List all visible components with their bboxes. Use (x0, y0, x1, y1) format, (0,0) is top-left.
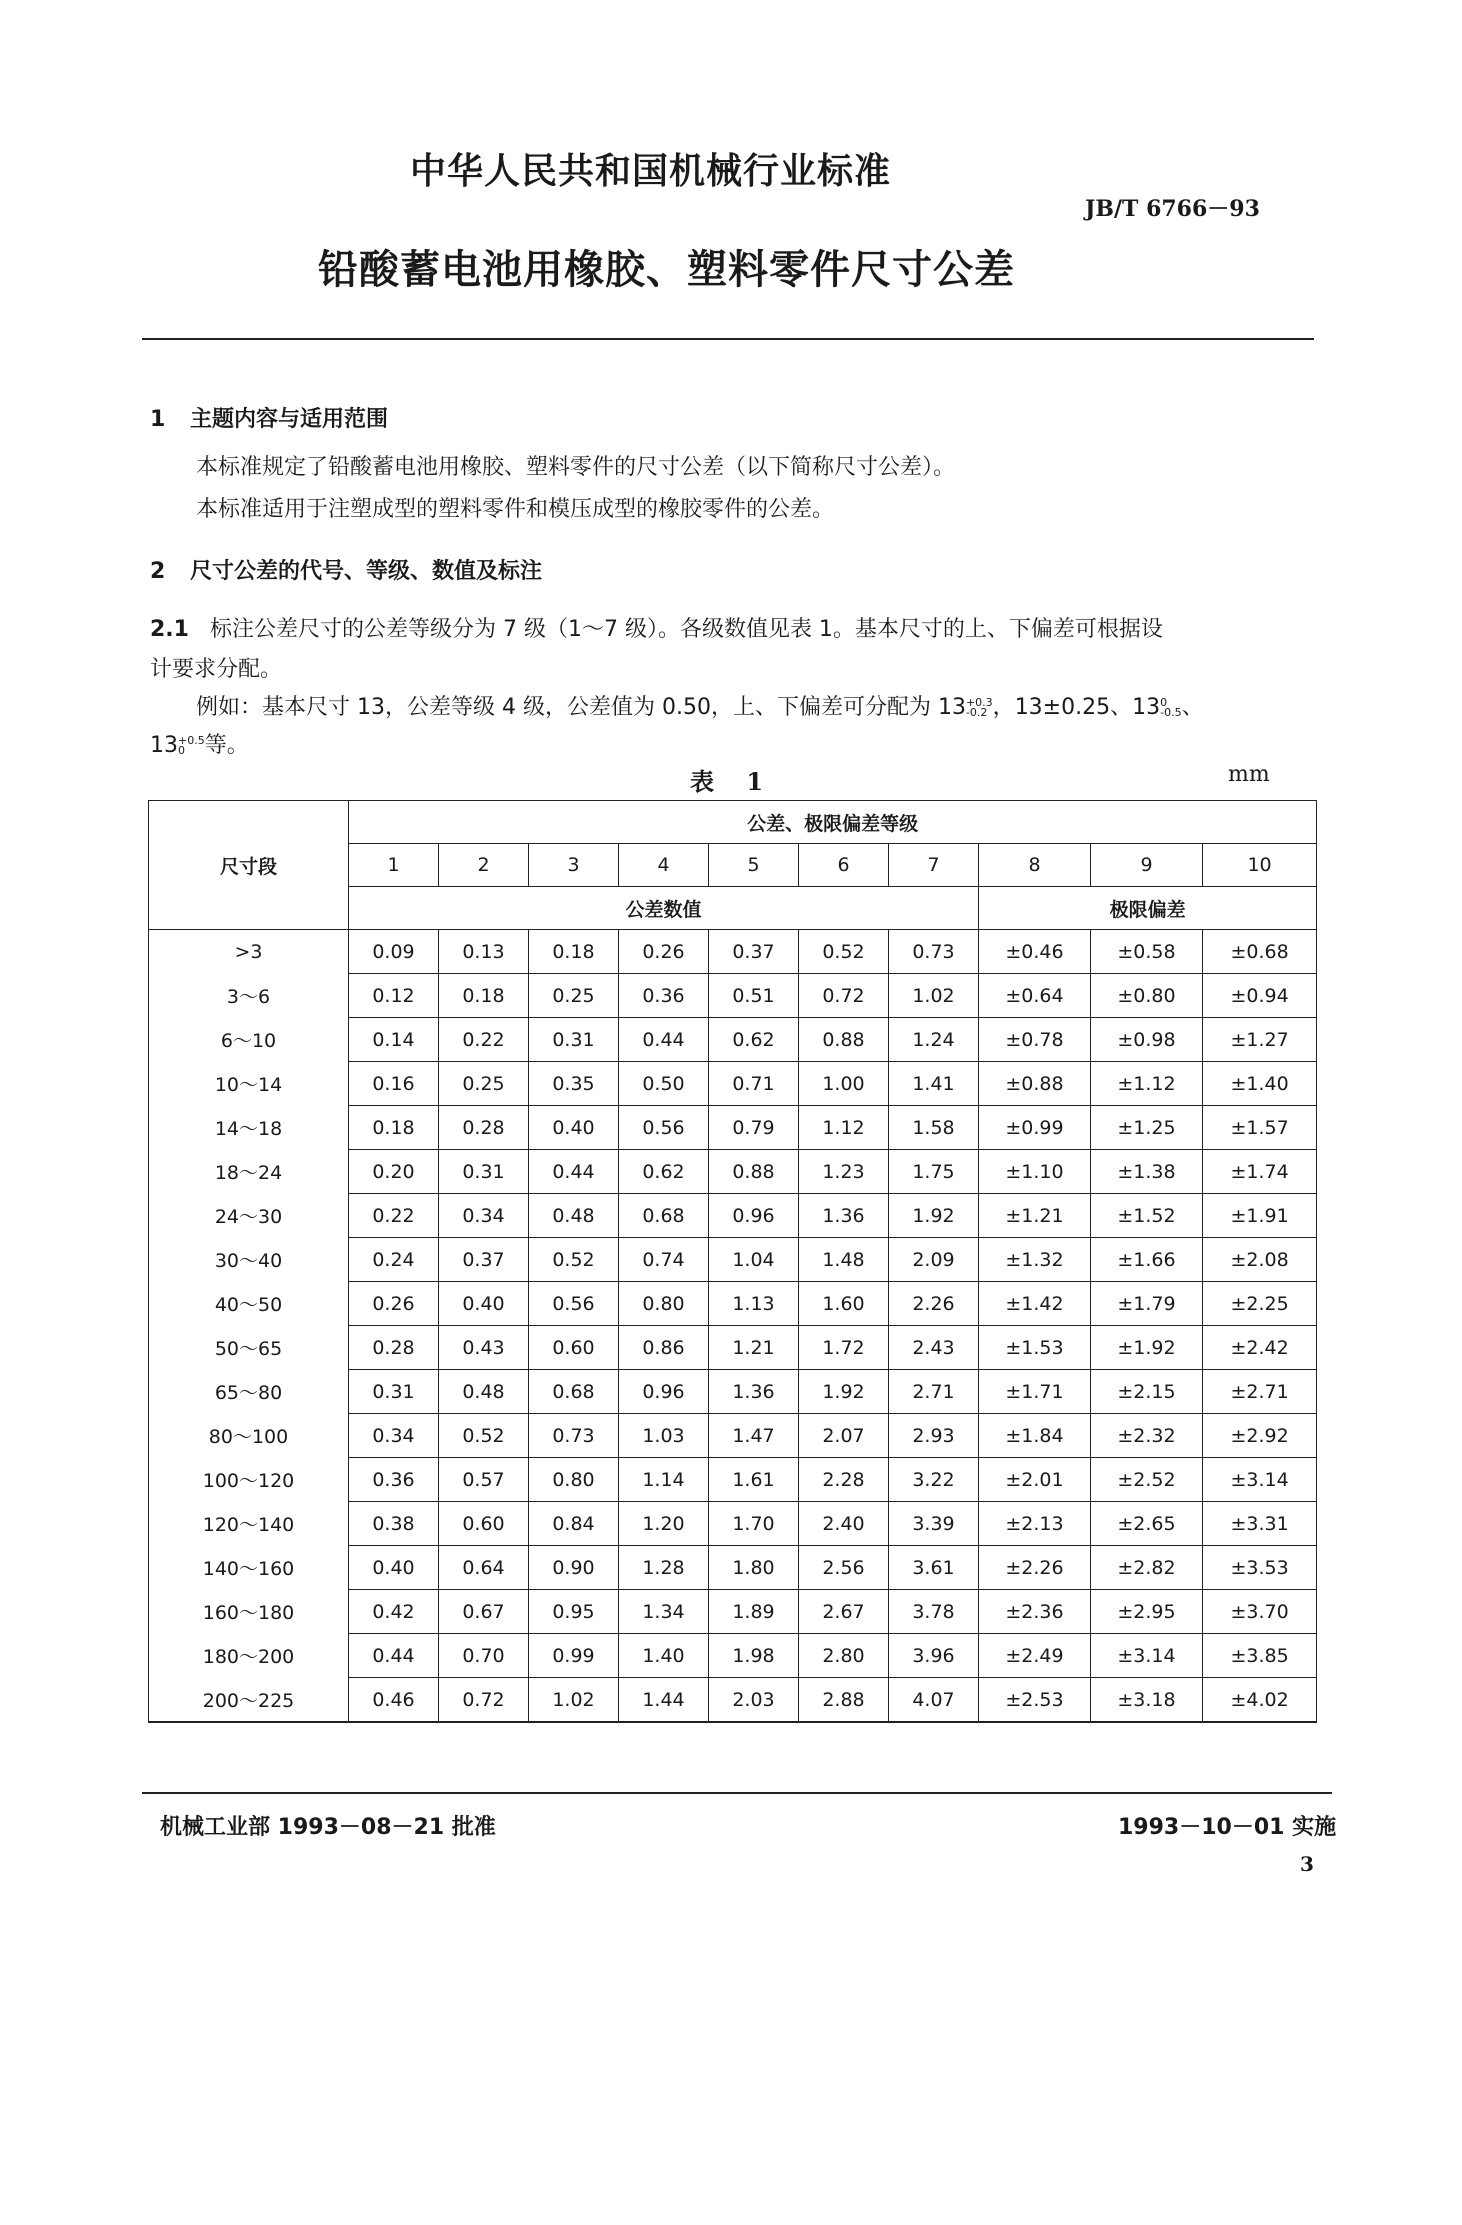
limit-deviation-cell: ±0.94 (1203, 974, 1317, 1018)
tolerance-value-cell: 0.52 (439, 1414, 529, 1458)
tolerance-value-cell: 0.70 (439, 1634, 529, 1678)
size-range-cell: 160～180 (149, 1590, 349, 1634)
size-range-cell: 65～80 (149, 1370, 349, 1414)
tolerance-value-cell: 0.28 (439, 1106, 529, 1150)
table-unit: mm (1228, 762, 1270, 787)
tolerance-value-cell: 2.07 (799, 1414, 889, 1458)
tolerance-value-cell: 0.72 (439, 1678, 529, 1723)
tolerance-value-cell: 0.56 (619, 1106, 709, 1150)
tolerance-value-cell: 0.90 (529, 1546, 619, 1590)
limit-deviation-cell: ±2.15 (1091, 1370, 1203, 1414)
tolerance-value-cell: 1.28 (619, 1546, 709, 1590)
tolerance-value-cell: 1.48 (799, 1238, 889, 1282)
tolerance-value-cell: 0.72 (799, 974, 889, 1018)
limit-deviation-cell: ±0.58 (1091, 930, 1203, 974)
table-row (149, 1194, 1317, 1238)
tolerance-value-cell: 0.40 (439, 1282, 529, 1326)
limit-deviation-cell: ±2.52 (1091, 1458, 1203, 1502)
tolerance-value-cell: 2.40 (799, 1502, 889, 1546)
table-row (149, 1282, 1317, 1326)
tolerance-value-cell: 1.14 (619, 1458, 709, 1502)
limit-deviation-cell: ±1.91 (1203, 1194, 1317, 1238)
clause-2-1 (150, 612, 1163, 643)
limit-deviation-cell: ±0.68 (1203, 930, 1317, 974)
size-range-cell: 120～140 (149, 1502, 349, 1546)
grade-6: 6 (799, 844, 889, 887)
footer-rule (142, 1792, 1332, 1794)
tolerance-value-cell: 1.12 (799, 1106, 889, 1150)
tolerance-value-cell: 1.36 (709, 1370, 799, 1414)
tolerance-value-cell: 0.28 (349, 1326, 439, 1370)
example-4: 13 +0.5 0 (150, 733, 205, 758)
tolerance-value-cell: 1.20 (619, 1502, 709, 1546)
tolerance-value-cell: 1.23 (799, 1150, 889, 1194)
tolerance-value-cell: 0.31 (529, 1018, 619, 1062)
tolerance-value-cell: 0.34 (349, 1414, 439, 1458)
tolerance-value-cell: 1.61 (709, 1458, 799, 1502)
tolerance-value-cell: 0.64 (439, 1546, 529, 1590)
tolerance-value-cell: 0.13 (439, 930, 529, 974)
limit-deviation-cell: ±2.25 (1203, 1282, 1317, 1326)
limit-deviation-cell: ±3.53 (1203, 1546, 1317, 1590)
tolerance-value-cell: 0.43 (439, 1326, 529, 1370)
tolerance-value-cell: 0.38 (349, 1502, 439, 1546)
tolerance-value-cell: 0.12 (349, 974, 439, 1018)
limit-deviation-cell: ±1.84 (979, 1414, 1091, 1458)
limit-deviation-cell: ±3.31 (1203, 1502, 1317, 1546)
example-line: 例如：基本尺寸 13，公差等级 4 级，公差值为 0.50，上、下偏差可分配为 13 +0.3 -0.2 ，13±0.25、13 0 -0.5 、 (196, 695, 1204, 720)
tolerance-value-cell: 1.47 (709, 1414, 799, 1458)
tolerance-value-cell: 1.13 (709, 1282, 799, 1326)
tolerance-value-cell: 0.68 (619, 1194, 709, 1238)
size-range-cell: 80～100 (149, 1414, 349, 1458)
tolerance-value-cell: 0.37 (709, 930, 799, 974)
size-range-cell: 140～160 (149, 1546, 349, 1590)
tolerance-value-cell: 2.67 (799, 1590, 889, 1634)
limit-deviation-cell: ±1.21 (979, 1194, 1091, 1238)
tolerance-value-cell: 2.26 (889, 1282, 979, 1326)
example-2: 13±0.25 (1014, 695, 1111, 720)
limit-deviation-cell: ±0.99 (979, 1106, 1091, 1150)
tolerance-value-cell: 2.03 (709, 1678, 799, 1723)
limit-deviation-cell: ±1.52 (1091, 1194, 1203, 1238)
table-row (149, 1678, 1317, 1723)
tolerance-value-cell: 0.18 (529, 930, 619, 974)
limit-deviation-cell: ±2.82 (1091, 1546, 1203, 1590)
tolerance-value-cell: 1.89 (709, 1590, 799, 1634)
limit-deviation-cell: ±0.88 (979, 1062, 1091, 1106)
table-row (149, 1018, 1317, 1062)
limit-deviation-cell: ±3.70 (1203, 1590, 1317, 1634)
tolerance-value-cell: 3.96 (889, 1634, 979, 1678)
table-row (149, 1458, 1317, 1502)
size-range-cell: 14～18 (149, 1106, 349, 1150)
standard-code: JB/T 6766－93 (1085, 196, 1260, 222)
limit-deviation-cell: ±3.14 (1203, 1458, 1317, 1502)
tolerance-value-cell: 1.41 (889, 1062, 979, 1106)
limit-deviation-cell: ±2.92 (1203, 1414, 1317, 1458)
tolerance-value-cell: 1.03 (619, 1414, 709, 1458)
limit-deviation-cell: ±1.27 (1203, 1018, 1317, 1062)
section-1-para-1: 本标准规定了铅酸蓄电池用橡胶、塑料零件的尺寸公差（以下简称尺寸公差）。 (196, 455, 956, 480)
tolerance-value-cell: 0.79 (709, 1106, 799, 1150)
tolerance-value-cell: 0.86 (619, 1326, 709, 1370)
table-caption: 表 1 (690, 767, 776, 796)
size-range-cell: 50～65 (149, 1326, 349, 1370)
tolerance-value-cell: 0.46 (349, 1678, 439, 1723)
limit-deviation-cell: ±1.79 (1091, 1282, 1203, 1326)
size-range-cell: 24～30 (149, 1194, 349, 1238)
tolerance-value-cell: 0.36 (349, 1458, 439, 1502)
tolerance-value-cell: 0.50 (619, 1062, 709, 1106)
tolerance-value-cell: 0.26 (619, 930, 709, 974)
tolerance-value-cell: 1.34 (619, 1590, 709, 1634)
tolerance-value-cell: 0.51 (709, 974, 799, 1018)
limit-deviation-cell: ±2.32 (1091, 1414, 1203, 1458)
tolerance-value-cell: 1.40 (619, 1634, 709, 1678)
tolerance-value-cell: 2.71 (889, 1370, 979, 1414)
limit-deviation-cell: ±0.78 (979, 1018, 1091, 1062)
limit-deviation-cell: ±0.98 (1091, 1018, 1203, 1062)
tolerance-value-cell: 1.80 (709, 1546, 799, 1590)
tolerance-value-cell: 0.96 (619, 1370, 709, 1414)
tolerance-value-cell: 0.25 (529, 974, 619, 1018)
limit-deviation-cell: ±2.65 (1091, 1502, 1203, 1546)
limit-deviation-cell: ±2.53 (979, 1678, 1091, 1723)
tolerance-value-cell: 1.00 (799, 1062, 889, 1106)
tolerance-value-cell: 0.44 (349, 1634, 439, 1678)
limit-deviation-cell: ±3.18 (1091, 1678, 1203, 1723)
tolerance-value-cell: 1.58 (889, 1106, 979, 1150)
tolerance-value-cell: 3.78 (889, 1590, 979, 1634)
size-range-cell: 6～10 (149, 1018, 349, 1062)
limit-deviation-cell: ±1.66 (1091, 1238, 1203, 1282)
tolerance-value-cell: 0.44 (619, 1018, 709, 1062)
limit-deviation-cell: ±4.02 (1203, 1678, 1317, 1723)
tolerance-value-cell: 0.42 (349, 1590, 439, 1634)
tolerance-value-cell: 0.18 (349, 1106, 439, 1150)
tolerance-value-header: 公差数值 (349, 887, 979, 930)
tolerance-value-cell: 1.75 (889, 1150, 979, 1194)
tolerance-value-cell: 0.36 (619, 974, 709, 1018)
grade-10: 10 (1203, 844, 1317, 887)
tolerance-value-cell: 1.44 (619, 1678, 709, 1723)
table-row (149, 1502, 1317, 1546)
tolerance-value-cell: 0.22 (439, 1018, 529, 1062)
tolerance-value-cell: 0.52 (529, 1238, 619, 1282)
tolerance-value-cell: 0.95 (529, 1590, 619, 1634)
clause-2-1-text: 标注公差尺寸的公差等级分为 7 级（1～7 级）。各级数值见表 1。基本尺寸的上、下偏差可根据设 (209, 617, 1163, 642)
tolerance-value-cell: 0.80 (529, 1458, 619, 1502)
tolerance-value-cell: 0.09 (349, 930, 439, 974)
tolerance-value-cell: 2.09 (889, 1238, 979, 1282)
tolerance-value-cell: 0.37 (439, 1238, 529, 1282)
tolerance-value-cell: 1.72 (799, 1326, 889, 1370)
tolerance-value-cell: 1.36 (799, 1194, 889, 1238)
table-row (149, 930, 1317, 974)
tolerance-value-cell: 0.60 (529, 1326, 619, 1370)
size-range-cell: 200～225 (149, 1678, 349, 1723)
tolerance-value-cell: 2.28 (799, 1458, 889, 1502)
limit-deviation-header: 极限偏差 (979, 887, 1317, 930)
tolerance-value-cell: 0.48 (529, 1194, 619, 1238)
tolerance-value-cell: 1.02 (529, 1678, 619, 1723)
grade-9: 9 (1091, 844, 1203, 887)
table-row (149, 1326, 1317, 1370)
tolerance-value-cell: 0.74 (619, 1238, 709, 1282)
tolerance-value-cell: 0.24 (349, 1238, 439, 1282)
tolerance-value-cell: 0.73 (889, 930, 979, 974)
size-range-cell: 100～120 (149, 1458, 349, 1502)
table-row (149, 1106, 1317, 1150)
limit-deviation-cell: ±2.71 (1203, 1370, 1317, 1414)
tolerance-value-cell: 0.88 (799, 1018, 889, 1062)
tolerance-value-cell: 0.48 (439, 1370, 529, 1414)
table-row (149, 1150, 1317, 1194)
limit-deviation-cell: ±2.95 (1091, 1590, 1203, 1634)
document-title: 铅酸蓄电池用橡胶、塑料零件尺寸公差 (318, 247, 1015, 293)
example-1: 13 +0.3 -0.2 (937, 695, 993, 720)
limit-deviation-cell: ±2.01 (979, 1458, 1091, 1502)
limit-deviation-cell: ±1.53 (979, 1326, 1091, 1370)
limit-deviation-cell: ±1.12 (1091, 1062, 1203, 1106)
tolerance-value-cell: 0.40 (529, 1106, 619, 1150)
tolerance-value-cell: 0.14 (349, 1018, 439, 1062)
grade-4: 4 (619, 844, 709, 887)
size-range-cell: 40～50 (149, 1282, 349, 1326)
grade-2: 2 (439, 844, 529, 887)
tolerance-value-cell: 2.56 (799, 1546, 889, 1590)
limit-deviation-cell: ±1.25 (1091, 1106, 1203, 1150)
size-range-cell: 3～6 (149, 974, 349, 1018)
tolerance-value-cell: 2.43 (889, 1326, 979, 1370)
header-rule (142, 338, 1314, 340)
tolerance-value-cell: 0.26 (349, 1282, 439, 1326)
table-row (149, 1062, 1317, 1106)
section-2-number: 2 (150, 559, 166, 584)
section-2-heading (150, 554, 542, 585)
table-body (149, 930, 1317, 1723)
example-3: 13 0 -0.5 (1132, 695, 1182, 720)
tolerance-value-cell: 0.16 (349, 1062, 439, 1106)
clause-2-1-continuation: 计要求分配。 (150, 657, 283, 682)
effective-date: 1993－10－01 实施 (1118, 1815, 1337, 1840)
tolerance-value-cell: 3.39 (889, 1502, 979, 1546)
grade-group-header: 公差、极限偏差等级 (349, 801, 1317, 844)
limit-deviation-cell: ±1.38 (1091, 1150, 1203, 1194)
tolerance-value-cell: 0.88 (709, 1150, 799, 1194)
tolerance-value-cell: 0.56 (529, 1282, 619, 1326)
limit-deviation-cell: ±2.36 (979, 1590, 1091, 1634)
tolerance-value-cell: 2.80 (799, 1634, 889, 1678)
tolerance-value-cell: 1.24 (889, 1018, 979, 1062)
limit-deviation-cell: ±3.14 (1091, 1634, 1203, 1678)
clause-2-1-number: 2.1 (150, 617, 189, 642)
limit-deviation-cell: ±1.40 (1203, 1062, 1317, 1106)
limit-deviation-cell: ±1.74 (1203, 1150, 1317, 1194)
limit-deviation-cell: ±1.71 (979, 1370, 1091, 1414)
tolerance-value-cell: 1.04 (709, 1238, 799, 1282)
table-row (149, 1590, 1317, 1634)
example-text: 例如：基本尺寸 13，公差等级 4 级，公差值为 0.50，上、下偏差可分配为 (196, 695, 931, 720)
tolerance-value-cell: 0.96 (709, 1194, 799, 1238)
tolerance-value-cell: 2.88 (799, 1678, 889, 1723)
limit-deviation-cell: ±1.10 (979, 1150, 1091, 1194)
tolerance-value-cell: 0.25 (439, 1062, 529, 1106)
tolerance-value-cell: 0.31 (439, 1150, 529, 1194)
section-1-heading (150, 402, 388, 433)
tolerance-value-cell: 1.92 (889, 1194, 979, 1238)
example-line-2: 13 +0.5 0 等。 (150, 733, 249, 758)
table-row (149, 1370, 1317, 1414)
limit-deviation-cell: ±2.26 (979, 1546, 1091, 1590)
tolerance-value-cell: 0.22 (349, 1194, 439, 1238)
grade-7: 7 (889, 844, 979, 887)
limit-deviation-cell: ±1.57 (1203, 1106, 1317, 1150)
tolerance-value-cell: 0.99 (529, 1634, 619, 1678)
size-range-cell: 180～200 (149, 1634, 349, 1678)
tolerance-value-cell: 2.93 (889, 1414, 979, 1458)
approval-note: 机械工业部 1993－08－21 批准 (160, 1815, 496, 1840)
limit-deviation-cell: ±1.32 (979, 1238, 1091, 1282)
tolerance-value-cell: 0.62 (709, 1018, 799, 1062)
tolerance-value-cell: 0.68 (529, 1370, 619, 1414)
section-2-title: 尺寸公差的代号、等级、数值及标注 (190, 559, 543, 584)
tolerance-value-cell: 0.20 (349, 1150, 439, 1194)
size-range-cell: 18～24 (149, 1150, 349, 1194)
tolerance-value-cell: 1.98 (709, 1634, 799, 1678)
tolerance-value-cell: 0.71 (709, 1062, 799, 1106)
tolerance-value-cell: 1.21 (709, 1326, 799, 1370)
limit-deviation-cell: ±1.42 (979, 1282, 1091, 1326)
tolerance-value-cell: 0.31 (349, 1370, 439, 1414)
table-row (149, 1238, 1317, 1282)
tolerance-value-cell: 0.80 (619, 1282, 709, 1326)
table-row (149, 1546, 1317, 1590)
tolerance-value-cell: 0.52 (799, 930, 889, 974)
tolerance-value-cell: 4.07 (889, 1678, 979, 1723)
grade-1: 1 (349, 844, 439, 887)
tolerance-value-cell: 0.44 (529, 1150, 619, 1194)
section-1-para-2: 本标准适用于注塑成型的塑料零件和模压成型的橡胶零件的公差。 (196, 497, 835, 522)
tolerance-value-cell: 0.62 (619, 1150, 709, 1194)
page-number: 3 (1300, 1852, 1314, 1876)
grade-5: 5 (709, 844, 799, 887)
tolerance-value-cell: 1.02 (889, 974, 979, 1018)
limit-deviation-cell: ±2.49 (979, 1634, 1091, 1678)
limit-deviation-cell: ±3.85 (1203, 1634, 1317, 1678)
tolerance-value-cell: 0.40 (349, 1546, 439, 1590)
table-row (149, 1634, 1317, 1678)
tolerance-value-cell: 1.70 (709, 1502, 799, 1546)
tolerance-value-cell: 0.67 (439, 1590, 529, 1634)
size-header: 尺寸段 (149, 801, 349, 930)
size-range-cell: 30～40 (149, 1238, 349, 1282)
section-1-title: 主题内容与适用范围 (190, 407, 389, 432)
limit-deviation-cell: ±2.13 (979, 1502, 1091, 1546)
section-1-number: 1 (150, 407, 166, 432)
grade-8: 8 (979, 844, 1091, 887)
tolerance-value-cell: 0.18 (439, 974, 529, 1018)
limit-deviation-cell: ±1.92 (1091, 1326, 1203, 1370)
tolerance-value-cell: 0.84 (529, 1502, 619, 1546)
tolerance-value-cell: 1.60 (799, 1282, 889, 1326)
size-range-cell: >3 (149, 930, 349, 974)
org-title: 中华人民共和国机械行业标准 (410, 151, 892, 192)
limit-deviation-cell: ±0.46 (979, 930, 1091, 974)
tolerance-value-cell: 3.61 (889, 1546, 979, 1590)
table-row (149, 1414, 1317, 1458)
limit-deviation-cell: ±0.64 (979, 974, 1091, 1018)
limit-deviation-cell: ±2.42 (1203, 1326, 1317, 1370)
tolerance-value-cell: 1.92 (799, 1370, 889, 1414)
tolerance-value-cell: 0.57 (439, 1458, 529, 1502)
tolerance-table (148, 800, 1317, 1723)
tolerance-value-cell: 0.34 (439, 1194, 529, 1238)
limit-deviation-cell: ±0.80 (1091, 974, 1203, 1018)
tolerance-value-cell: 3.22 (889, 1458, 979, 1502)
tolerance-value-cell: 0.35 (529, 1062, 619, 1106)
limit-deviation-cell: ±2.08 (1203, 1238, 1317, 1282)
tolerance-value-cell: 0.60 (439, 1502, 529, 1546)
size-range-cell: 10～14 (149, 1062, 349, 1106)
tolerance-value-cell: 0.73 (529, 1414, 619, 1458)
table-row (149, 974, 1317, 1018)
grade-3: 3 (529, 844, 619, 887)
